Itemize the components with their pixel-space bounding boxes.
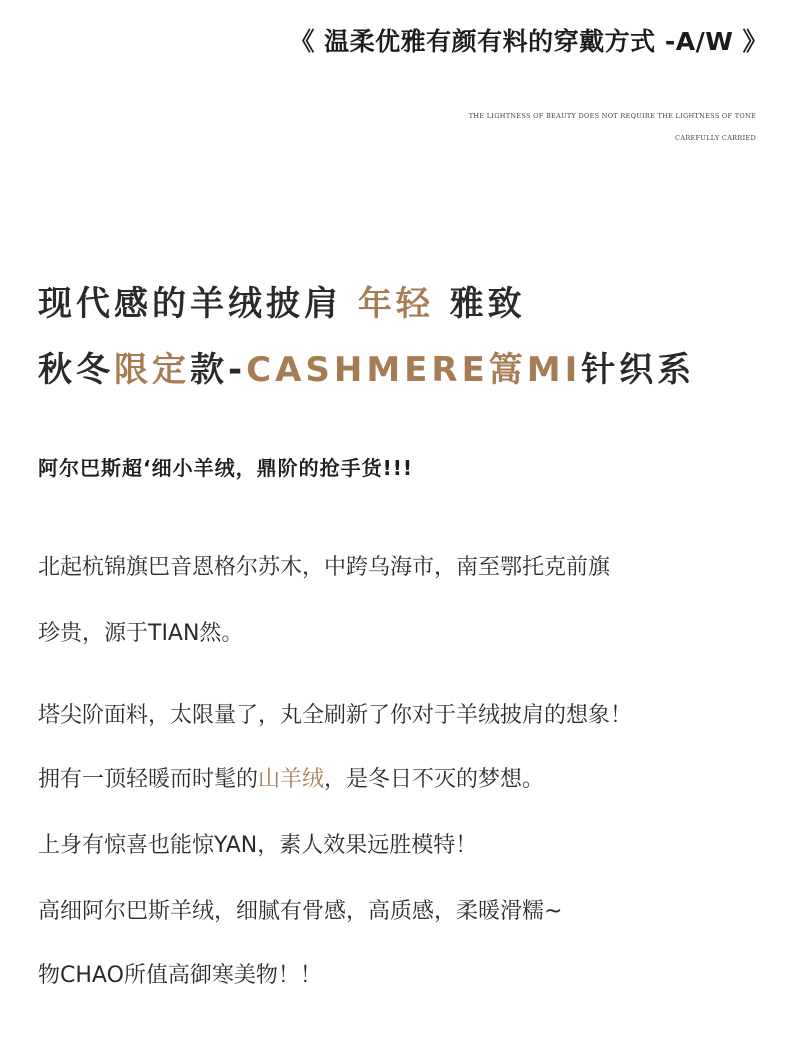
headline-accent-limited: 限定 bbox=[114, 350, 190, 390]
body-paragraph-surprise: 上身有惊喜也能惊YAN，素人效果远胜模特！ bbox=[38, 833, 478, 858]
headline-accent-young: 年轻 bbox=[357, 284, 434, 324]
body-paragraph-dream bbox=[38, 762, 544, 793]
highlight-goat-cashmere: 山羊绒 bbox=[258, 767, 325, 792]
body-text: 拥有一顶轻暖而时髦的 bbox=[38, 767, 259, 792]
headline-text: 款- bbox=[190, 350, 247, 390]
body-paragraph-texture: 高细阿尔巴斯羊绒，细腻有骨感，高质感，柔暖滑糯~ bbox=[38, 899, 563, 924]
tagline-line-2: CAREFULLY CARRIED bbox=[675, 134, 756, 142]
body-paragraph-fabric: 塔尖阶面料，太限量了，丸全刷新了你对于羊绒披肩的想象！ bbox=[38, 703, 633, 728]
headline-line-2 bbox=[38, 342, 695, 391]
tagline-line-1: THE LIGHTNESS OF BEAUTY DOES NOT REQUIRE THE LIGHTNESS OF TONE bbox=[468, 112, 756, 120]
headline-text: 针织系 bbox=[581, 350, 696, 390]
subheading: 阿尔巴斯超‘细小羊绒，鼎阶的抢手货!!! bbox=[38, 456, 413, 480]
headline-text: 雅致 bbox=[433, 284, 526, 324]
headline-text: 现代感的羊绒披肩 bbox=[38, 284, 358, 324]
headline-text: 秋冬 bbox=[38, 350, 114, 390]
headline-accent-cashmere: CASHMERE篙MI bbox=[246, 350, 582, 390]
body-paragraph-precious: 珍贵，源于TIAN然。 bbox=[38, 621, 244, 646]
body-text: ，是冬日不灭的梦想。 bbox=[324, 767, 545, 792]
headline-line-1 bbox=[38, 276, 526, 325]
body-paragraph-origin: 北起杭锦旗巴音恩格尔苏木，中跨乌海市，南至鄂托克前旗 bbox=[38, 555, 611, 580]
collection-title: 《 温柔优雅有颜有料的穿戴方式 -A/W 》 bbox=[289, 27, 768, 56]
body-paragraph-value: 物CHAO所值高御寒美物！！ bbox=[38, 963, 322, 988]
